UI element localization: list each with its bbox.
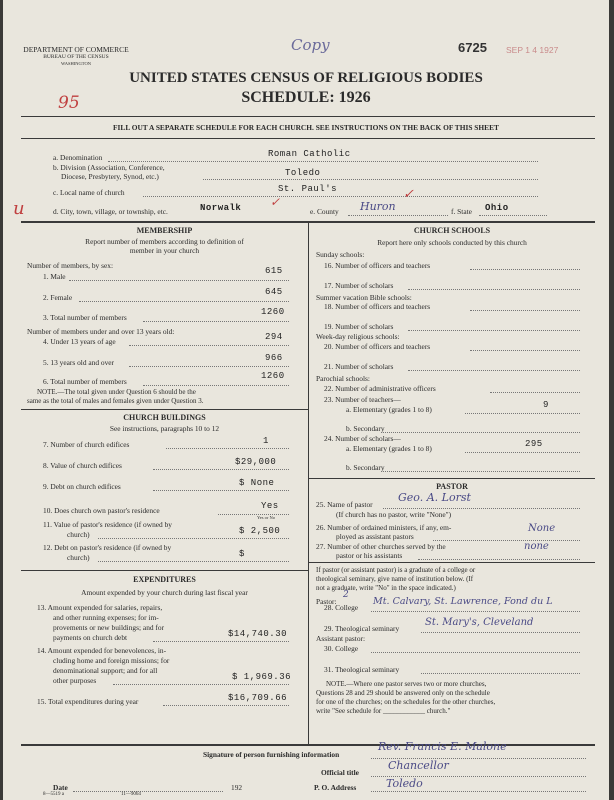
city-field-label: d. City, town, village, or township, etc. [53,207,168,216]
parochial-teachers-label: 23. Number of teachers— [324,395,401,404]
teachers-elementary-value: 9 [543,400,549,410]
margin-letter: u [13,198,25,219]
teachers-elementary-label: a. Elementary (grades 1 to 8) [346,405,432,414]
address-value: Toledo [386,777,423,790]
residence-value-label-1: 11. Value of pastor's residence (if owned by [43,520,172,529]
local-name-value: St. Paul's [278,184,338,194]
benevolences-line-4: other purposes [53,676,97,685]
local-name-label: c. Local name of church [53,188,125,197]
total-members-2-label: 6. Total number of members [43,377,127,386]
form-number: 6725 [458,40,487,55]
signature-value: Rev. Francis E. Malone [378,740,507,753]
instruction-line: FILL OUT A SEPARATE SCHEDULE FOR EACH CHURCH. SEE INSTRUCTIONS ON THE BACK OF THIS SHEET [113,123,499,132]
membership-heading: MEMBERSHIP [136,226,193,235]
owns-residence-label: 10. Does church own pastor's residence [43,506,160,515]
pastor-note-3: for one of the churches; on the schedules for the other churches, [316,698,496,706]
total-members-label: 3. Total number of members [43,313,127,322]
membership-note-1: NOTE.—The total given under Question 6 should be the [37,388,196,396]
owns-residence-hint: Yes or No [257,515,276,520]
schools-heading: CHURCH SCHOOLS [413,226,491,235]
over-13-label: 5. 13 years old and over [43,358,115,367]
pastor-sub-label: Pastor: [316,597,337,606]
benevolences-line-2: cluding home and foreign missions; for [53,656,170,665]
scholars-secondary-label: b. Secondary [346,463,385,472]
under-13-value: 294 [265,332,283,342]
membership-sub-1: Report number of members according to definition of [85,237,244,246]
ordained-ministers-line-2: ployed as assistant pastors [336,532,414,541]
pastor-count: 2 [343,590,349,600]
county-label: e. County [310,207,339,216]
division-value: Toledo [285,168,321,178]
total-members-2-value: 1260 [261,371,285,381]
denomination-value: Roman Catholic [268,149,351,159]
summer-teachers-label: 18. Number of officers and teachers [324,302,431,311]
other-churches-line-1: 27. Number of other churches served by the [316,542,446,551]
ordained-ministers-line-1: 26. Number of ordained ministers, if any, em- [316,523,452,532]
edifices-value-label: 8. Value of church edifices [43,461,122,470]
under-13-label: 4. Under 13 years of age [43,337,116,346]
parochial-scholars-label: 24. Number of scholars— [324,434,401,443]
date-stamp: SEP 1 4 1927 [506,45,559,55]
college-label: 28. College [324,603,359,612]
assistant-college-label: 30. College [324,644,359,653]
summer-schools-label: Summer vacation Bible schools: [316,293,412,302]
residence-debt-label-1: 12. Debt on pastor's residence (if owned by [43,543,172,552]
check-mark-icon: ✓ [403,187,414,202]
sunday-teachers-label: 16. Number of officers and teachers [324,261,431,270]
running-expenses-line-4: payments on church debt [53,633,128,642]
graduate-note-2: theological seminary, give name of institution below. (If [316,575,474,583]
copy-note: Copy [291,36,330,54]
edifices-count-value: 1 [263,436,269,446]
schools-sub: Report here only schools conducted by this church [377,238,527,247]
running-expenses-value: $14,740.30 [228,629,288,639]
residence-debt-value: $ [239,549,245,559]
buildings-heading: CHURCH BUILDINGS [123,413,206,422]
weekday-schools-label: Week-day religious schools: [316,332,400,341]
edifices-count-label: 7. Number of church edifices [43,440,130,449]
sunday-schools-label: Sunday schools: [316,250,365,259]
address-label: P. O. Address [314,783,357,792]
members-by-sex-label: Number of members, by sex: [27,261,113,270]
expenditures-heading: EXPENDITURES [133,575,196,584]
summer-scholars-label: 19. Number of scholars [324,322,394,331]
parochial-officers-label: 22. Number of administrative officers [324,384,436,393]
owns-residence-value: Yes [261,501,279,511]
under-over-label: Number of members under and over 13 years old: [27,327,175,336]
graduate-note-1: If pastor (or assistant pastor) is a graduate of a college or [316,566,476,574]
pastor-note-1: NOTE.—Where one pastor serves two or more churches, [326,680,487,688]
sunday-scholars-label: 17. Number of scholars [324,281,394,290]
running-expenses-line-3: provements or new buildings; and for [53,623,165,632]
schedule-title: SCHEDULE: 1926 [241,89,371,106]
running-expenses-line-2: and other running expenses; for im- [53,613,159,622]
department-label: DEPARTMENT OF COMMERCE [23,45,129,54]
seminary-value: St. Mary's, Cleveland [425,617,534,628]
membership-sub-2: member in your church [129,246,200,255]
residence-value-value: $ 2,500 [239,526,281,536]
other-churches-value: none [524,541,549,552]
pastor-name-hint: (If church has no pastor, write "None") [336,510,452,519]
signature-label: Signature of person furnishing information [203,750,340,759]
pastor-note-4: write "See schedule for ____________ church." [316,707,451,715]
edifices-debt-label: 9. Debt on church edifices [43,482,121,491]
form-code-1: 8—5519 a [43,792,64,797]
edifices-debt-value: $ None [239,478,275,488]
official-title-value: Chancellor [388,759,449,772]
division-label-1: b. Division (Association, Conference, [53,163,165,172]
weekday-teachers-label: 20. Number of officers and teachers [324,342,431,351]
female-label: 2. Female [43,293,73,302]
state-value: Ohio [485,203,509,213]
scholars-elementary-label: a. Elementary (grades 1 to 8) [346,444,432,453]
college-value: Mt. Calvary, St. Lawrence, Fond du L [373,596,553,607]
pastor-name-label: 25. Name of pastor [316,500,373,509]
assistant-pastor-label: Assistant pastor: [316,634,366,643]
teachers-secondary-label: b. Secondary [346,424,385,433]
running-expenses-line-1: 13. Amount expended for salaries, repairs, [37,603,163,612]
city-label: WASHINGTON [61,61,91,66]
form-title: UNITED STATES CENSUS OF RELIGIOUS BODIES [129,70,483,86]
date-year: 192 [231,783,243,792]
ordained-ministers-value: None [528,523,556,534]
denomination-label: a. Denomination [53,153,103,162]
scholars-elementary-value: 295 [525,439,543,449]
assistant-seminary-label: 31. Theological seminary [324,665,400,674]
official-title-label: Official title [321,768,359,777]
form-code-2: 11—9064 [121,792,141,797]
male-value: 615 [265,266,283,276]
residence-debt-label-2: church) [67,553,90,562]
county-value: Huron [360,200,396,213]
census-schedule-sheet [3,0,609,800]
date-label: Date [53,783,68,792]
benevolences-value: $ 1,969.36 [232,672,292,682]
total-members-value: 1260 [261,307,285,317]
other-churches-line-2: pastor or his assistants [336,551,403,560]
seminary-label: 29. Theological seminary [324,624,400,633]
total-expenditures-label: 15. Total expenditures during year [37,697,139,706]
buildings-sub: See instructions, paragraphs 10 to 12 [109,424,220,433]
over-13-value: 966 [265,353,283,363]
female-value: 645 [265,287,283,297]
bureau-label: BUREAU OF THE CENSUS [43,54,109,60]
state-label: f. State [451,207,472,216]
benevolences-line-1: 14. Amount expended for benevolences, in- [37,646,167,655]
weekday-scholars-label: 21. Number of scholars [324,362,394,371]
check-mark-icon: ✓ [270,195,281,209]
pastor-name-value: Geo. A. Lorst [398,491,471,504]
graduate-note-3: not a graduate, write "No" in the space indicated.) [316,584,456,592]
edifices-value-value: $29,000 [235,457,277,467]
margin-number: 95 [58,93,80,113]
city-field-value: Norwalk [200,203,242,213]
division-label-2: Diocese, Presbytery, Synod, etc.) [61,172,159,181]
membership-note-2: same as the total of males and females given under Question 3. [27,397,204,405]
total-expenditures-value: $16,709.66 [228,693,288,703]
parochial-schools-label: Parochial schools: [316,374,370,383]
benevolences-line-3: denominational support; and for all [53,666,158,675]
residence-value-label-2: church) [67,530,90,539]
expenditures-sub: Amount expended by your church during last fiscal year [81,588,248,597]
male-label: 1. Male [43,272,66,281]
pastor-note-2: Questions 28 and 29 should be answered only on the schedule [316,689,490,697]
pastor-heading: PASTOR [436,482,468,491]
